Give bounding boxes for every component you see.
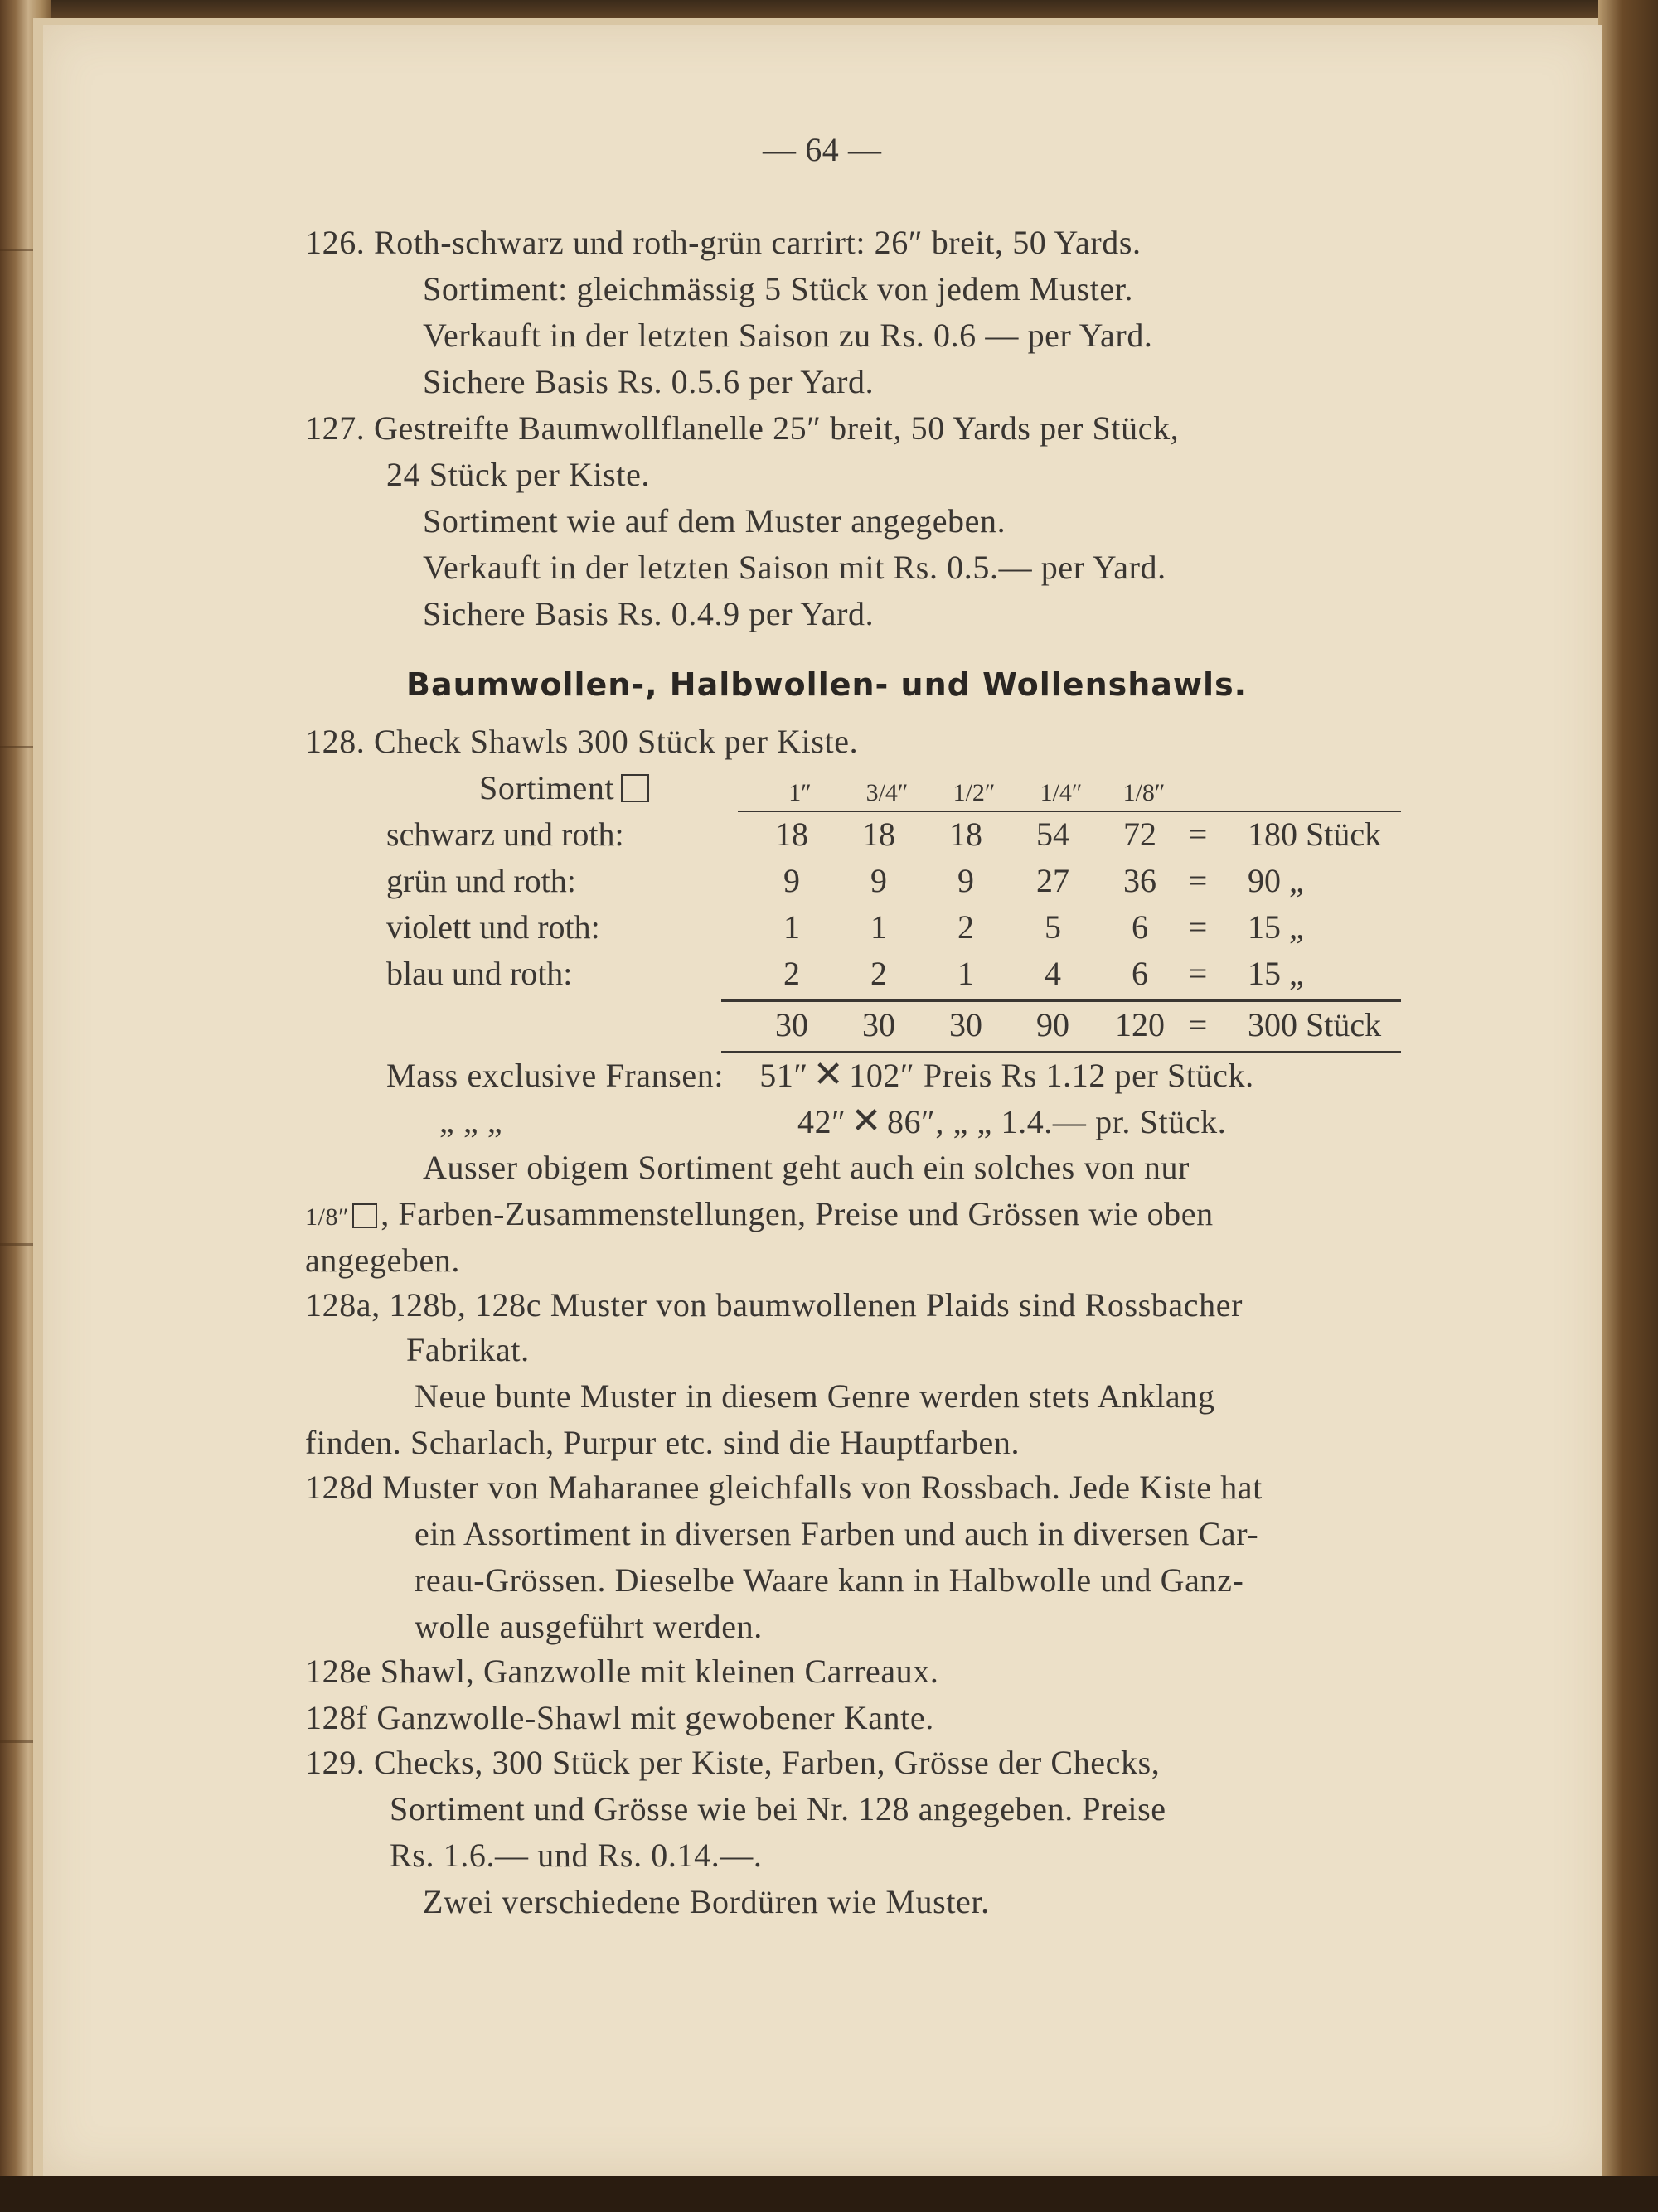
sum-cell: 120 — [1115, 1006, 1165, 1043]
sum-cell: 30 — [775, 1006, 808, 1043]
mass-width-1: 51″ — [759, 1057, 808, 1094]
table-cell: 1 — [870, 908, 887, 946]
sortiment-text: Sortiment — [479, 769, 615, 806]
equals-sign: = — [1188, 862, 1208, 899]
table-row-label: blau und roth: — [386, 955, 573, 992]
neue-line-1: Neue bunte Muster in diesem Genre werden stets Anklang — [414, 1377, 1215, 1415]
table-header-5: 1/8″ — [1122, 779, 1166, 806]
table-cell: 2 — [783, 955, 800, 992]
table-header-4: 1/4″ — [1040, 779, 1083, 806]
entry-126-line-4: Sichere Basis Rs. 0.5.6 per Yard. — [423, 363, 875, 400]
ausser-line-1: Ausser obigem Sortiment geht auch ein solches von nur — [423, 1149, 1190, 1186]
mass-line-1 — [386, 1053, 1254, 1096]
sum-cell: 90 — [1036, 1006, 1069, 1043]
table-cell: 1 — [957, 955, 974, 992]
table-row-total: 90 „ — [1248, 862, 1304, 899]
mass-rest-1: 102″ Preis Rs 1.12 per Stück. — [849, 1057, 1254, 1094]
ausser-rest: , Farben-Zusammenstellungen, Preise und Grössen wie oben — [381, 1195, 1214, 1232]
mass-width-2: 42″ — [797, 1103, 846, 1140]
entry-128abc-line-2: Fabrikat. — [406, 1331, 530, 1368]
entry-128f: 128f Ganzwolle-Shawl mit gewobener Kante. — [305, 1699, 934, 1736]
entry-126-line-1: 126. Roth-schwarz und roth-grün carrirt: 26″ breit, 50 Yards. — [305, 224, 1142, 261]
entry-126-line-3: Verkauft in der letzten Saison zu Rs. 0.6 — per Yard. — [423, 317, 1153, 354]
entry-128d-line-4: wolle ausgeführt werden. — [414, 1608, 763, 1645]
ausser-line-3: angegeben. — [305, 1242, 461, 1279]
table-cell: 5 — [1045, 908, 1061, 946]
table-cell: 6 — [1132, 955, 1148, 992]
entry-127-line-5: Sichere Basis Rs. 0.4.9 per Yard. — [423, 595, 875, 632]
section-heading: Baumwollen-, Halbwollen- und Wollenshawls. — [406, 666, 1248, 703]
fraction-eighth: 1/8″ — [305, 1203, 350, 1231]
entry-128d-line-2: ein Assortiment in diversen Farben und auch in diversen Car- — [414, 1515, 1259, 1552]
table-header-1: 1″ — [788, 779, 812, 806]
mass-line-2 — [439, 1102, 502, 1140]
entry-127-line-3: Sortiment wie auf dem Muster angegeben. — [423, 502, 1006, 540]
table-cell: 9 — [957, 862, 974, 899]
entry-129-line-3: Rs. 1.6.— und Rs. 0.14.—. — [390, 1837, 763, 1874]
table-cell: 54 — [1036, 816, 1069, 853]
table-header-rule — [738, 811, 1401, 812]
table-row-label: schwarz und roth: — [386, 816, 624, 853]
table-bottom-rule — [721, 1051, 1401, 1053]
equals-sign: = — [1188, 1006, 1208, 1043]
ausser-line-2 — [305, 1195, 1214, 1237]
equals-sign: = — [1188, 908, 1208, 946]
table-cell: 18 — [775, 816, 808, 853]
table-cell: 2 — [870, 955, 887, 992]
entry-127-line-1: 127. Gestreifte Baumwollflanelle 25″ breit, 50 Yards per Stück, — [305, 409, 1180, 447]
entry-128d-line-1: 128d Muster von Maharanee gleichfalls von Rossbach. Jede Kiste hat — [305, 1469, 1263, 1506]
entry-127-line-2: 24 Stück per Kiste. — [386, 456, 651, 493]
table-row-total: 15 „ — [1248, 955, 1304, 992]
equals-sign: = — [1188, 955, 1208, 992]
table-cell: 72 — [1123, 816, 1156, 853]
entry-128abc-line-1: 128a, 128b, 128c Muster von baumwollenen Plaids sind Rossbacher — [305, 1286, 1243, 1324]
mass-line-2b — [797, 1102, 1226, 1141]
table-cell: 4 — [1045, 955, 1061, 992]
table-cell: 1 — [783, 908, 800, 946]
table-cell: 6 — [1132, 908, 1148, 946]
table-cell: 27 — [1036, 862, 1069, 899]
table-cell: 36 — [1123, 862, 1156, 899]
sortiment-label — [479, 769, 649, 807]
table-row-label: grün und roth: — [386, 862, 576, 899]
neue-line-2: finden. Scharlach, Purpur etc. sind die Hauptfarben. — [305, 1424, 1020, 1461]
sum-cell: 30 — [862, 1006, 895, 1043]
equals-sign: = — [1188, 816, 1208, 853]
book-fore-edge — [1598, 0, 1658, 2212]
mass-label: Mass exclusive Fransen: — [386, 1057, 725, 1094]
table-row-label: violett und roth: — [386, 908, 600, 946]
table-row-total: 180 Stück — [1248, 816, 1382, 853]
table-header-3: 1/2″ — [953, 779, 996, 806]
entry-128d-line-3: reau-Grössen. Dieselbe Waare kann in Halbwolle und Ganz- — [414, 1561, 1244, 1599]
sum-cell: 30 — [949, 1006, 982, 1043]
table-cell: 9 — [870, 862, 887, 899]
entry-129-line-4: Zwei verschiedene Bordüren wie Muster. — [423, 1883, 990, 1920]
table-cell: 18 — [949, 816, 982, 853]
page-number: — 64 — — [763, 131, 882, 168]
square-symbol — [621, 774, 649, 802]
square-symbol — [352, 1203, 377, 1228]
entry-129-line-2: Sortiment und Grösse wie bei Nr. 128 angegeben. Preise — [390, 1790, 1166, 1827]
table-sum-rule — [721, 999, 1401, 1002]
table-cell: 18 — [862, 816, 895, 853]
entry-128e: 128e Shawl, Ganzwolle mit kleinen Carreaux. — [305, 1653, 939, 1690]
table-cell: 9 — [783, 862, 800, 899]
entry-128-line-1: 128. Check Shawls 300 Stück per Kiste. — [305, 723, 859, 760]
entry-127-line-4: Verkauft in der letzten Saison mit Rs. 0.5.— per Yard. — [423, 549, 1166, 586]
table-cell: 2 — [957, 908, 974, 946]
book-bottom-edge — [0, 2176, 1658, 2212]
table-row-total: 15 „ — [1248, 908, 1304, 946]
ditto-marks: „ „ „ — [439, 1102, 503, 1140]
entry-126-line-2: Sortiment: gleichmässig 5 Stück von jedem Muster. — [423, 270, 1134, 307]
table-header-2: 3/4″ — [865, 779, 909, 806]
mass-rest-2: 86″, „ „ 1.4.— pr. Stück. — [886, 1103, 1227, 1140]
times-icon: ✕ — [851, 1100, 882, 1142]
times-icon: ✕ — [812, 1053, 845, 1096]
entry-129-line-1: 129. Checks, 300 Stück per Kiste, Farben, Grösse der Checks, — [305, 1744, 1161, 1781]
sum-total: 300 Stück — [1248, 1006, 1382, 1043]
